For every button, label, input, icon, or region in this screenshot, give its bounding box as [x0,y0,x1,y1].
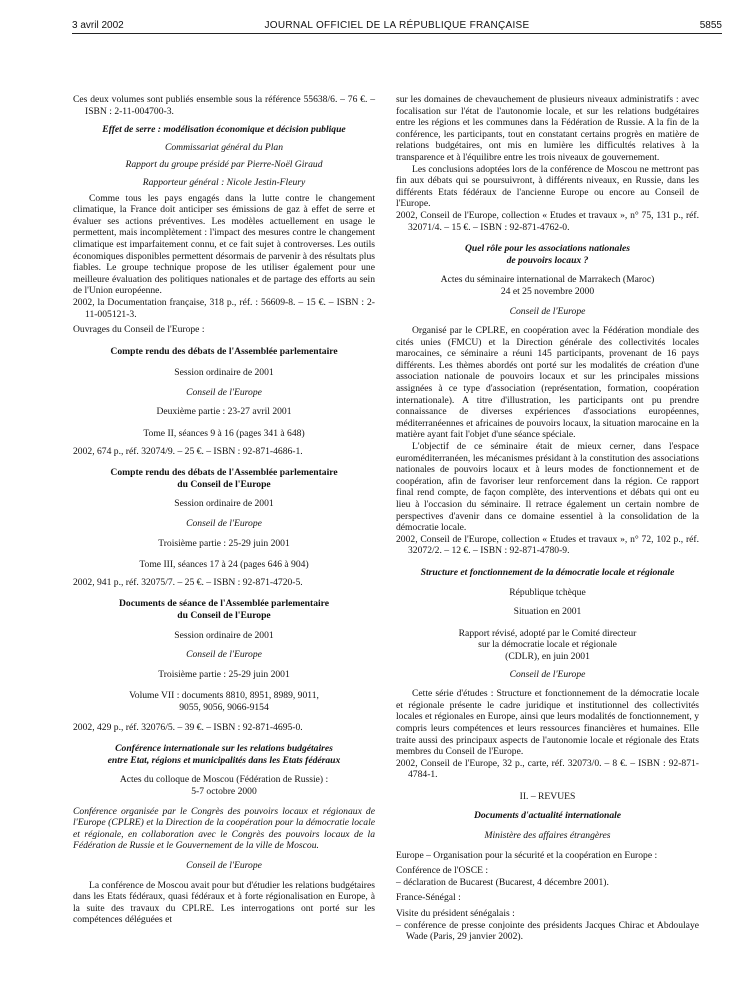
cr2-partie: Troisième partie : 25-29 juin 2001 [158,537,290,549]
cr1-tome: Tome II, séances 9 à 16 (pages 341 à 648) [143,428,305,440]
quel-body-2: L'objectif de ce séminaire était de mieux cerner, dans l'espace euroméditerranéen, les mécanismes présidant à la constitution des associations nationales de pouvoirs locaux et à leurs modes de fonctionnement et de coopération, afin de favoriser leur renforcement dans la région. Ce rapport final rend compte, de façon complète, des interventions et débats qui ont eu lieu à l'occasion du séminaire. Il retrace également un certain nombre de perspectives d'avenir dans ce domaine essentiel à la consolidation de la démocratie locale. [396,441,699,534]
conf-actes-line1: Actes du colloque de Moscou (Fédération de Russie) : [119,774,329,786]
revues-europe: Europe – Organisation pour la sécurité et la coopération en Europe : [396,849,658,861]
header-date: 3 avril 2002 [72,20,124,31]
cr1-org: Conseil de l'Europe [186,386,262,398]
revues-section-heading: II. – REVUES [519,790,576,802]
cr1-reference: 2002, 674 p., réf. 32074/9. – 25 €. – ISBN : 92-871-4686-1. [73,445,303,457]
conf-body: La conférence de Moscou avait pour but d'étudier les relations budgétaires dans les Etats fédéraux, quasi fédéraux et à forte régionalisation en Europe, à la suite des travaux du CPLRE. Les interrogations ont porté sur les compétences déléguées et [73,879,375,926]
docs-title-line2: du Conseil de l'Europe [177,610,271,621]
struct-country: République tchèque [509,586,586,598]
revues-visite: Visite du président sénégalais : [396,908,515,920]
quel-body-1: Organisé par le CPLRE, en coopération avec la Fédération mondiale des cités unies (FMCU) et la Direction générale des collectivités locales marocaines, ce séminaire a réuni 145 participants, provenant de 16 pays différents. Les thèmes abordés ont porté sur les modalités de création d'une association nationale de pouvoirs locaux et sur les principales missions assignées à ce type d'association (représentation, formation, coopération internationale). A titre d'illustration, les participants ont pu prendre connaissance de diverses expériences d'associations européennes, méditerranéennes et africaines de pouvoirs locaux, la situation marocaine en la matière ayant fait l'objet d'une séance spéciale. [396,325,699,441]
cr1-partie: Deuxième partie : 23-27 avril 2001 [156,406,292,418]
struct-org: Conseil de l'Europe [509,668,586,680]
intro-reference: Ces deux volumes sont publiés ensemble sous la référence 55638/6. – 76 €. – ISBN : 2-11-004700-3. [73,94,375,117]
ouvrages-heading: Ouvrages du Conseil de l'Europe : [73,324,205,336]
quel-actes-line2: 24 et 25 novembre 2000 [500,285,595,297]
quel-org: Conseil de l'Europe [509,305,586,317]
struct-title: Structure et fonctionnement de la démocratie locale et régionale [420,566,675,578]
struct-reference: 2002, Conseil de l'Europe, 32 p., carte, réf. 32073/0. – 8 €. – ISBN : 92-871-4784-1. [396,757,699,781]
effet-body: Comme tous les pays engagés dans la lutte contre le changement climatique, la France doit anticiper ses émissions de gaz à effet de serre et évaluer ses actions préventives. Les modèles actuellement en usage le permettent, mais incomplètement : l'impact des mesures contre le changement climatique est imparfaitement connu, et ce fait sujet à controverses. Les outils économiques disponibles permettent désormais de parvenir à des résultats plus fiables. Le groupe technique propose de les utiliser également pour une meilleure évaluation des politiques nationales et de partage des efforts au sein de l'Union européenne. [73,192,375,297]
page-header [72,19,722,34]
cr1-session: Session ordinaire de 2001 [174,367,274,379]
docs-org: Conseil de l'Europe [186,649,262,661]
effet-reference: 2002, la Documentation française, 318 p., réf. : 56609-8. – 15 €. – ISBN : 2-11-005121-3. [73,296,375,320]
quel-actes-line1: Actes du séminaire international de Marrakech (Maroc) [440,274,655,286]
struct-rapport-line3: (CDLR), en juin 2001 [505,650,590,662]
revues-visite-item: – conférence de presse conjointe des présidents Jacques Chirac et Abdoulaye Wade (Paris, 29 janvier 2002). [396,919,699,943]
conf-org: Conseil de l'Europe [186,859,262,871]
docs-volume-line1: Volume VII : documents 8810, 8951, 8989, 9011, [129,690,319,702]
header-journal-title: JOURNAL OFFICIEL DE LA RÉPUBLIQUE FRANÇAISE [264,20,530,31]
right-column [396,94,699,943]
revues-osce: Conférence de l'OSCE : [396,865,489,877]
cr2-tome: Tome III, séances 17 à 24 (pages 646 à 904) [139,559,309,571]
effet-group: Rapport du groupe présidé par Pierre-Noël Giraud [125,159,323,171]
docs-reference: 2002, 429 p., réf. 32076/5. – 39 €. – ISBN : 92-871-4695-0. [73,721,303,733]
left-column [73,94,375,926]
effet-title: Effet de serre : modélisation économique et décision publique [102,124,346,136]
revues-ministry: Ministère des affaires étrangères [484,830,611,842]
cr2-title-line2: du Conseil de l'Europe [177,478,271,490]
conf-body-continued: sur les domaines de chevauchement de plusieurs niveaux administratifs : avec focalisation sur l'état de l'autonomie locale, et sur les relations budgétaires entre les régions et les communes dans la Fédération de Russie. A la fin de la conférence, les participants, tout en constatant certains progrès en matière de relations budgétaires, ont mis en lumière les difficultés relatives à la transparence et à l'équilibre entre les trois niveaux de gouvernement. [396,94,699,163]
quel-title-line1: Quel rôle pour les associations nationales [465,243,630,255]
conf-title-line1: Conférence internationale sur les relations budgétaires [115,743,333,755]
revues-osce-item: – déclaration de Bucarest (Bucarest, 4 décembre 2001). [396,876,609,888]
revues-title: Documents d'actualité internationale [473,810,622,822]
conf-reference: 2002, Conseil de l'Europe, collection « Etudes et travaux », n° 75, 131 p., réf. 32071/4. – 15 €. – ISBN : 92-871-4762-0. [396,209,699,233]
docs-volume-line2: 9055, 9056, 9066-9154 [179,701,269,713]
revues-france-senegal: France-Sénégal : [396,892,461,904]
header-page-number: 5855 [699,20,722,31]
docs-session: Session ordinaire de 2001 [174,629,274,641]
effet-org: Commissariat général du Plan [164,141,284,153]
docs-partie: Troisième partie : 25-29 juin 2001 [158,668,290,680]
struct-body: Cette série d'études : Structure et fonctionnement de la démocratie locale et régionale présente le cadre juridique et institutionnel des collectivités locales et régionales en Europe, ainsi que leurs modalités de fonctionnement, y compris leurs compétences et leurs ressources financières et humaines. Elle traite aussi des principaux aspects de l'autonomie locale et régionale des Etats membres du Conseil de l'Europe. [396,688,699,758]
conf-organised: Conférence organisée par le Congrès des pouvoirs locaux et régionaux de l'Europe (CPLRE) et la Direction de la coopération pour la démocratie locale et régionale, en collaboration avec le Congrès des pouvoirs locaux de la Fédération de Russie et le Gouvernement de la ville de Moscou. [73,805,375,852]
conf-conclusions: Les conclusions adoptées lors de la conférence de Moscou ne mettront pas fin aux débats qui se poursuivront, à différents niveaux, en Russie, dans les différents Etats fédéraux de l'ancienne Europe ou encore au Conseil de l'Europe. [396,163,699,210]
struct-rapport-line1: Rapport révisé, adopté par le Comité directeur [458,627,637,639]
cr2-session: Session ordinaire de 2001 [174,498,274,510]
conf-title-line2: entre Etat, régions et municipalités dans les Etats fédéraux [107,754,341,766]
cr2-title-line1: Compte rendu des débats de l'Assemblée parlementaire [110,467,338,479]
cr1-title: Compte rendu des débats de l'Assemblée parlementaire [110,345,338,357]
cr2-reference: 2002, 941 p., réf. 32075/7. – 25 €. – ISBN : 92-871-4720-5. [73,576,303,588]
conf-actes-line2: 5-7 octobre 2000 [191,785,257,797]
cr2-org: Conseil de l'Europe [186,518,262,530]
effet-rapporteur: Rapporteur général : Nicole Jestin-Fleury [142,176,306,188]
quel-reference: 2002, Conseil de l'Europe, collection « Etudes et travaux », n° 72, 102 p., réf. 32072/2. – 12 €. – ISBN : 92-871-4780-9. [396,533,699,557]
struct-situation: Situation en 2001 [513,606,582,618]
docs-title-line1: Documents de séance de l'Assemblée parlementaire [118,598,330,610]
quel-title-line2: de pouvoirs locaux ? [506,254,589,266]
struct-rapport-line2: sur la démocratie locale et régionale [478,639,617,651]
